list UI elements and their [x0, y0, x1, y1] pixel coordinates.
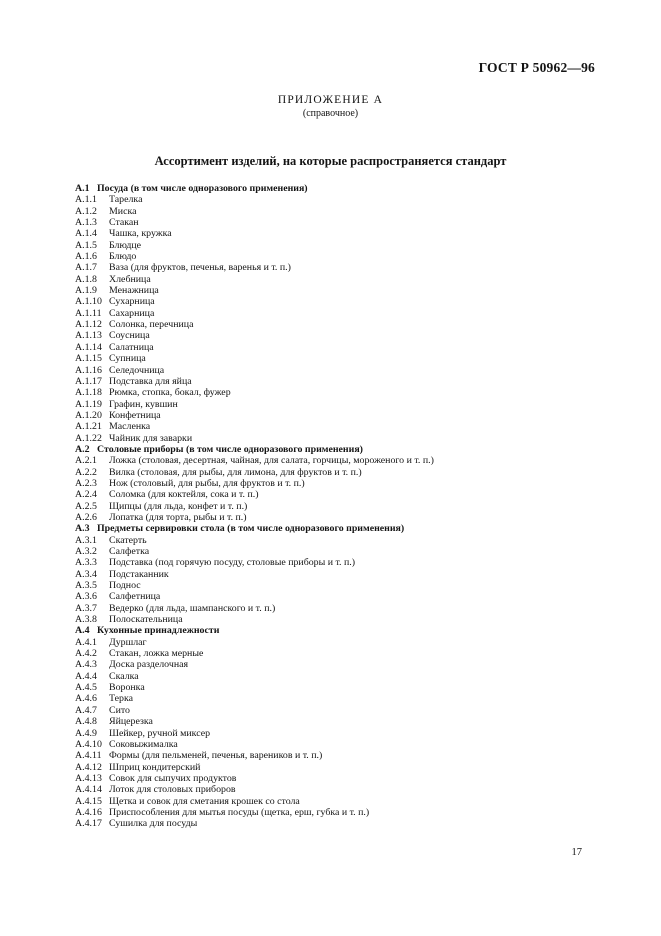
- list-item: [75, 387, 605, 398]
- item-number: А.3: [75, 523, 90, 535]
- item-text: Чашка, кружка: [109, 228, 172, 240]
- item-number: А.4.1: [75, 636, 97, 648]
- item-number: А.3.3: [75, 557, 97, 569]
- item-number: А.1.10: [75, 296, 102, 308]
- list-item: [75, 535, 605, 546]
- item-text: Стакан: [109, 217, 139, 229]
- item-number: А.4.10: [75, 738, 102, 750]
- item-number: А.4.8: [75, 716, 97, 728]
- list-item: [75, 716, 605, 727]
- item-text: Масленка: [109, 421, 151, 433]
- item-number: А.3.4: [75, 568, 97, 580]
- item-number: А.4.16: [75, 806, 102, 818]
- item-text: Сахарница: [109, 307, 155, 319]
- item-number: А.4.11: [75, 750, 102, 762]
- list-item: [75, 274, 605, 285]
- item-text: Соковыжималка: [109, 738, 178, 750]
- item-text: Блюдо: [109, 251, 137, 263]
- list-item: [75, 693, 605, 704]
- item-text: Воронка: [109, 682, 145, 694]
- list-item: [75, 330, 605, 341]
- list-item: [75, 637, 605, 648]
- section-heading: [75, 523, 605, 534]
- list-item: [75, 796, 605, 807]
- item-text: Хлебница: [109, 273, 151, 285]
- item-text: Селедочница: [109, 364, 165, 376]
- item-text: Приспособления для мытья посуды (щетка, ерш, губка и т. п.): [109, 806, 370, 818]
- item-text: Ведерко (для льда, шампанского и т. п.): [109, 602, 276, 614]
- item-text: Соломка (для коктейля, сока и т. п.): [109, 489, 259, 501]
- item-text: Салфетка: [109, 546, 150, 557]
- section-heading: [75, 444, 605, 455]
- item-number: А.1.21: [75, 421, 102, 433]
- item-number: А.3.7: [75, 602, 97, 614]
- item-number: А.3.2: [75, 546, 97, 557]
- item-text: Щипцы (для льда, конфет и т. п.): [109, 500, 248, 512]
- item-text: Блюдце: [109, 239, 142, 251]
- item-number: А.1.4: [75, 228, 97, 240]
- item-text: Столовые приборы (в том числе одноразового применения): [97, 443, 363, 455]
- assortment-list: [75, 183, 605, 830]
- list-item: [75, 410, 605, 421]
- list-item: [75, 285, 605, 296]
- item-text: Доска разделочная: [109, 659, 189, 671]
- item-text: Подстаканник: [109, 568, 169, 580]
- list-item: [75, 217, 605, 228]
- item-number: А.1.11: [75, 307, 102, 319]
- list-item: [75, 399, 605, 410]
- item-text: Скатерть: [109, 534, 147, 546]
- item-text: Лоток для столовых приборов: [109, 784, 236, 796]
- item-text: Салатница: [109, 341, 154, 353]
- item-text: Конфетница: [109, 409, 161, 421]
- item-number: А.1.20: [75, 409, 102, 421]
- item-text: Терка: [109, 693, 134, 705]
- document-code: ГОСТ Р 50962—96: [478, 60, 595, 75]
- list-item: [75, 308, 605, 319]
- item-number: А.1.18: [75, 387, 102, 399]
- item-number: А.1.8: [75, 273, 97, 285]
- list-item: [75, 603, 605, 614]
- item-text: Предметы сервировки стола (в том числе одноразового применения): [97, 523, 405, 535]
- list-item: [75, 682, 605, 693]
- item-number: А.2.3: [75, 477, 97, 489]
- item-number: А.1.14: [75, 341, 102, 353]
- section-heading: [75, 625, 605, 636]
- list-item: [75, 557, 605, 568]
- item-text: Стакан, ложка мерные: [109, 648, 204, 660]
- list-item: [75, 421, 605, 432]
- list-item: [75, 739, 605, 750]
- item-number: А.1.13: [75, 330, 102, 342]
- item-number: А.4.4: [75, 670, 97, 682]
- item-text: Формы (для пельменей, печенья, вареников и т. п.): [109, 750, 323, 762]
- list-item: [75, 240, 605, 251]
- item-number: А.3.5: [75, 580, 97, 592]
- item-text: Посуда (в том числе одноразового применения): [97, 183, 308, 194]
- main-heading: Ассортимент изделий, на которые распространяется стандарт: [154, 154, 507, 168]
- item-text: Солонка, перечница: [109, 319, 194, 331]
- item-text: Полоскательница: [109, 614, 183, 626]
- list-item: [75, 478, 605, 489]
- list-item: [75, 773, 605, 784]
- item-text: Совок для сыпучих продуктов: [109, 772, 237, 784]
- item-number: А.1.9: [75, 285, 97, 297]
- list-item: [75, 784, 605, 795]
- item-text: Сушилка для посуды: [109, 818, 198, 830]
- item-text: Нож (столовый, для рыбы, для фруктов и т. п.): [109, 477, 305, 489]
- appendix-title: ПРИЛОЖЕНИЕ А: [277, 94, 384, 106]
- item-text: Кухонные принадлежности: [97, 625, 220, 637]
- item-number: А.2: [75, 443, 90, 455]
- list-item: [75, 433, 605, 444]
- item-number: А.4.7: [75, 704, 97, 716]
- item-text: Шприц кондитерский: [109, 761, 201, 773]
- item-number: А.4.14: [75, 784, 102, 796]
- list-item: [75, 365, 605, 376]
- list-item: [75, 705, 605, 716]
- list-item: [75, 818, 605, 829]
- page-number: 17: [571, 847, 582, 858]
- list-item: [75, 228, 605, 239]
- item-text: Поднос: [109, 580, 141, 592]
- item-text: Ложка (столовая, десертная, чайная, для салата, горчицы, мороженого и т. п.): [109, 455, 434, 467]
- item-text: Салфетница: [109, 591, 161, 603]
- list-item: [75, 750, 605, 761]
- item-text: Скалка: [109, 670, 139, 682]
- list-item: [75, 580, 605, 591]
- list-item: [75, 807, 605, 818]
- item-number: А.1.6: [75, 251, 97, 263]
- list-item: [75, 659, 605, 670]
- item-text: Тарелка: [109, 194, 143, 206]
- item-number: А.3.8: [75, 614, 97, 626]
- item-text: Подставка (под горячую посуду, столовые приборы и т. п.): [109, 557, 356, 569]
- item-number: А.1.12: [75, 319, 102, 331]
- item-number: А.1.15: [75, 353, 102, 365]
- item-number: А.1: [75, 183, 90, 194]
- item-number: А.4: [75, 625, 90, 637]
- item-number: А.4.5: [75, 682, 97, 694]
- item-number: А.1.3: [75, 217, 97, 229]
- list-item: [75, 376, 605, 387]
- item-number: А.1.7: [75, 262, 97, 274]
- list-item: [75, 546, 605, 557]
- item-number: А.1.5: [75, 239, 97, 251]
- item-number: А.2.4: [75, 489, 97, 501]
- item-number: А.4.12: [75, 761, 102, 773]
- list-item: [75, 648, 605, 659]
- item-number: А.4.3: [75, 659, 97, 671]
- item-number: А.2.6: [75, 511, 97, 523]
- item-number: А.2.2: [75, 466, 97, 478]
- item-text: Сито: [109, 704, 130, 716]
- item-number: А.1.1: [75, 194, 97, 206]
- item-text: Графин, кувшин: [109, 398, 178, 410]
- item-text: Чайник для заварки: [109, 432, 193, 444]
- list-item: [75, 489, 605, 500]
- list-item: [75, 353, 605, 364]
- item-text: Дуршлаг: [109, 636, 147, 648]
- list-item: [75, 728, 605, 739]
- item-number: А.4.2: [75, 648, 97, 660]
- item-number: А.1.22: [75, 432, 102, 444]
- list-item: [75, 262, 605, 273]
- list-item: [75, 501, 605, 512]
- item-text: Ваза (для фруктов, печенья, варенья и т. п.): [109, 262, 291, 274]
- item-text: Сухарница: [109, 296, 155, 308]
- item-text: Супница: [109, 353, 146, 365]
- item-text: Лопатка (для торта, рыбы и т. п.): [109, 511, 247, 523]
- item-number: А.4.15: [75, 795, 102, 807]
- item-text: Подставка для яйца: [109, 375, 192, 387]
- list-item: [75, 614, 605, 625]
- item-text: Щетка и совок для сметания крошек со стола: [109, 795, 300, 807]
- section-heading: [75, 183, 605, 194]
- item-number: А.1.19: [75, 398, 102, 410]
- item-text: Яйцерезка: [109, 716, 153, 728]
- list-item: [75, 296, 605, 307]
- item-number: А.1.16: [75, 364, 102, 376]
- item-number: А.1.2: [75, 205, 97, 217]
- item-text: Миска: [109, 205, 137, 217]
- list-item: [75, 194, 605, 205]
- list-item: [75, 591, 605, 602]
- list-item: [75, 251, 605, 262]
- list-item: [75, 569, 605, 580]
- list-item: [75, 319, 605, 330]
- list-item: [75, 762, 605, 773]
- item-number: А.4.9: [75, 727, 97, 739]
- item-text: Соусница: [109, 330, 150, 342]
- list-item: [75, 455, 605, 466]
- item-text: Менажница: [109, 285, 159, 297]
- item-text: Рюмка, стопка, бокал, фужер: [109, 387, 231, 399]
- item-number: А.3.6: [75, 591, 97, 603]
- item-number: А.4.6: [75, 693, 97, 705]
- item-number: А.3.1: [75, 534, 97, 546]
- list-item: [75, 512, 605, 523]
- item-number: А.4.17: [75, 818, 102, 830]
- list-item: [75, 671, 605, 682]
- item-number: А.1.17: [75, 375, 102, 387]
- list-item: [75, 206, 605, 217]
- list-item: [75, 342, 605, 353]
- item-number: А.2.5: [75, 500, 97, 512]
- item-text: Шейкер, ручной миксер: [109, 727, 211, 739]
- item-text: Вилка (столовая, для рыбы, для лимона, для фруктов и т. п.): [109, 466, 362, 478]
- appendix-subtitle: (справочное): [302, 108, 359, 119]
- item-number: А.2.1: [75, 455, 97, 467]
- list-item: [75, 467, 605, 478]
- item-number: А.4.13: [75, 772, 102, 784]
